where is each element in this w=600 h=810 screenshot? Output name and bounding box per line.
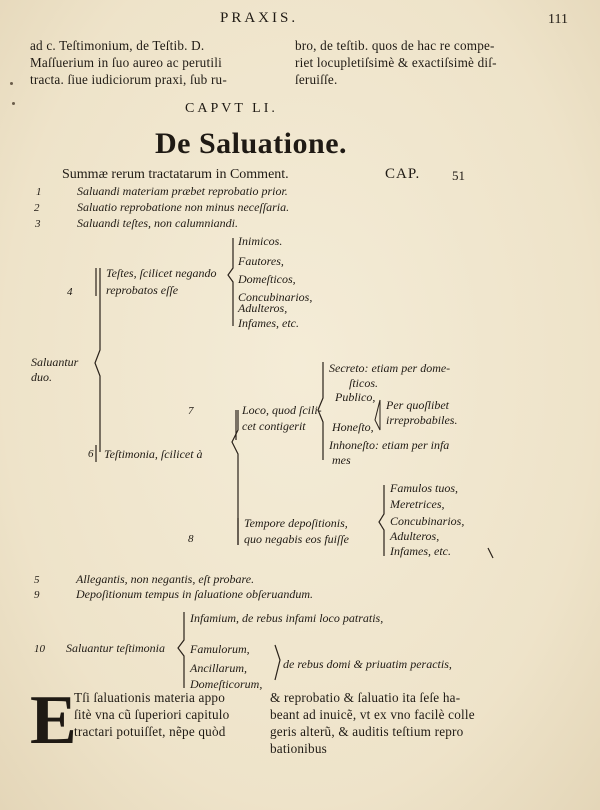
famulorum-label: Famulorum, bbox=[190, 642, 250, 656]
branch-number: 10 bbox=[34, 643, 45, 655]
testes-label-1: Teſtes, ſcilicet negando bbox=[106, 266, 217, 280]
bottom-left-line-2: ſitè vna cũ ſuperiori capitulo bbox=[74, 707, 230, 722]
tempore-label-2: quo negabis eos fuiſſe bbox=[244, 532, 349, 546]
testes-list-item: Inimicos. bbox=[238, 234, 283, 248]
testes-list-item: Concubinarios, bbox=[238, 290, 313, 304]
item-number: 9 bbox=[34, 589, 40, 601]
bottom-right-line-3: geris alterũ, & auditis teſtium repro bbox=[270, 724, 464, 739]
page-number: 111 bbox=[548, 12, 568, 27]
chapter-label: CAPVT LI. bbox=[185, 101, 278, 116]
testimonia-brace bbox=[232, 410, 238, 545]
branch-number: 8 bbox=[188, 533, 194, 545]
testes-list-item: Infames, etc. bbox=[238, 316, 299, 330]
diagram2-root: Saluantur teſtimonia bbox=[66, 641, 165, 655]
inhonesto-line-2: mes bbox=[332, 453, 351, 467]
summary-item-number: 3 bbox=[35, 218, 41, 230]
top-left-line-1: ad c. Teſtimonium, de Teſtib. D. bbox=[30, 38, 205, 53]
secreto-line-1: Secreto: etiam per dome- bbox=[329, 361, 451, 375]
infamium-label: Infamium, de rebus infami loco patratis, bbox=[190, 611, 384, 625]
cap-label: CAP. bbox=[385, 166, 421, 182]
cap-number: 51 bbox=[452, 168, 465, 183]
tempore-list-item: Famulos tuos, bbox=[390, 481, 459, 495]
drop-initial: E bbox=[30, 682, 77, 759]
branch-number: 7 bbox=[188, 405, 194, 417]
bottom-right-line-2: beant ad inuicẽ, vt ex vno facilè colle bbox=[270, 707, 475, 722]
testes-list-item: Fautores, bbox=[238, 254, 284, 268]
per-quoslibet-2: irreprobabiles. bbox=[386, 413, 458, 427]
branch-number: 6 bbox=[88, 448, 94, 460]
honesto-label: Honeſto, bbox=[332, 420, 374, 434]
summary-item-number: 1 bbox=[36, 186, 42, 198]
per-quoslibet-1: Per quoſlibet bbox=[386, 398, 449, 412]
bottom-right-line-4: bationibus bbox=[270, 741, 327, 756]
bottom-left-line-3: tractari potuiſſet, nẽpe quòd bbox=[74, 724, 226, 739]
testes-list-item: Domeſticos, bbox=[238, 272, 296, 286]
top-left-line-3: tracta. ſiue iudiciorum praxi, ſub ru- bbox=[30, 72, 227, 87]
top-left-line-2: Maſſuerium in ſuo aureo ac perutili bbox=[30, 55, 222, 70]
tempore-label-1: Tempore depoſitionis, bbox=[244, 516, 348, 530]
testes-list-item: Adulteros, bbox=[238, 301, 288, 315]
tempore-list-brace bbox=[379, 485, 384, 556]
running-title: PRAXIS. bbox=[220, 10, 299, 26]
branch-number: 4 bbox=[67, 286, 73, 298]
chapter-title: De Saluatione. bbox=[155, 127, 348, 160]
summary-item-text: Saluatio reprobatione non minus neceſſaria. bbox=[77, 200, 290, 214]
bottom-left-line-1: Tſi ſaluationis materia appo bbox=[74, 690, 225, 705]
item-text: Allegantis, non negantis, eſt probare. bbox=[76, 572, 255, 586]
testimonia-label: Teſtimonia, ſcilicet à bbox=[104, 447, 203, 461]
root-label-1: Saluantur bbox=[31, 355, 79, 369]
item-number: 5 bbox=[34, 574, 40, 586]
tempore-list-item: Infames, etc. bbox=[390, 544, 451, 558]
summary-heading: Summæ rerum tractatarum in Comment. bbox=[62, 167, 289, 182]
tempore-list-item: Adulteros, bbox=[390, 529, 440, 543]
secreto-line-2: ſticos. bbox=[349, 376, 378, 390]
domesticorum-label: Domeſticorum, bbox=[190, 677, 263, 691]
root-label-2: duo. bbox=[31, 370, 52, 384]
inhonesto-line-1: Inhoneſto: etiam per infa bbox=[329, 438, 450, 452]
diagram2-brace bbox=[178, 612, 184, 688]
publico-label: Publico, bbox=[335, 390, 376, 404]
top-right-line-3: ſeruiſſe. bbox=[295, 72, 338, 87]
summary-item-number: 2 bbox=[34, 202, 40, 214]
loco-label-2: cet contigerit bbox=[242, 419, 306, 433]
testes-label-2: reprobatos eſſe bbox=[106, 283, 179, 297]
ancillarum-label: Ancillarum, bbox=[190, 661, 247, 675]
bottom-right-line-1: & reprobatio & ſaluatio ita ſeſe ha- bbox=[270, 690, 461, 705]
de-rebus-label: de rebus domi & priuatim peractis, bbox=[283, 657, 452, 671]
summary-item-text: Saluandi materiam præbet reprobatio prior. bbox=[77, 184, 288, 198]
top-right-line-2: riet locupletiſsimè & exactiſsimè diſ- bbox=[295, 55, 497, 70]
tempore-list-item: Meretrices, bbox=[390, 497, 445, 511]
top-right-line-1: bro, de teſtib. quos de hac re compe- bbox=[295, 38, 495, 53]
loco-label-1: Loco, quod ſcili- bbox=[242, 403, 322, 417]
summary-item-text: Saluandi teſtes, non calumniandi. bbox=[77, 216, 238, 230]
tempore-list-item: Concubinarios, bbox=[390, 514, 465, 528]
item-text: Depoſitionum tempus in ſaluatione obſeruandum. bbox=[76, 587, 313, 601]
testes-list-brace bbox=[228, 238, 233, 326]
